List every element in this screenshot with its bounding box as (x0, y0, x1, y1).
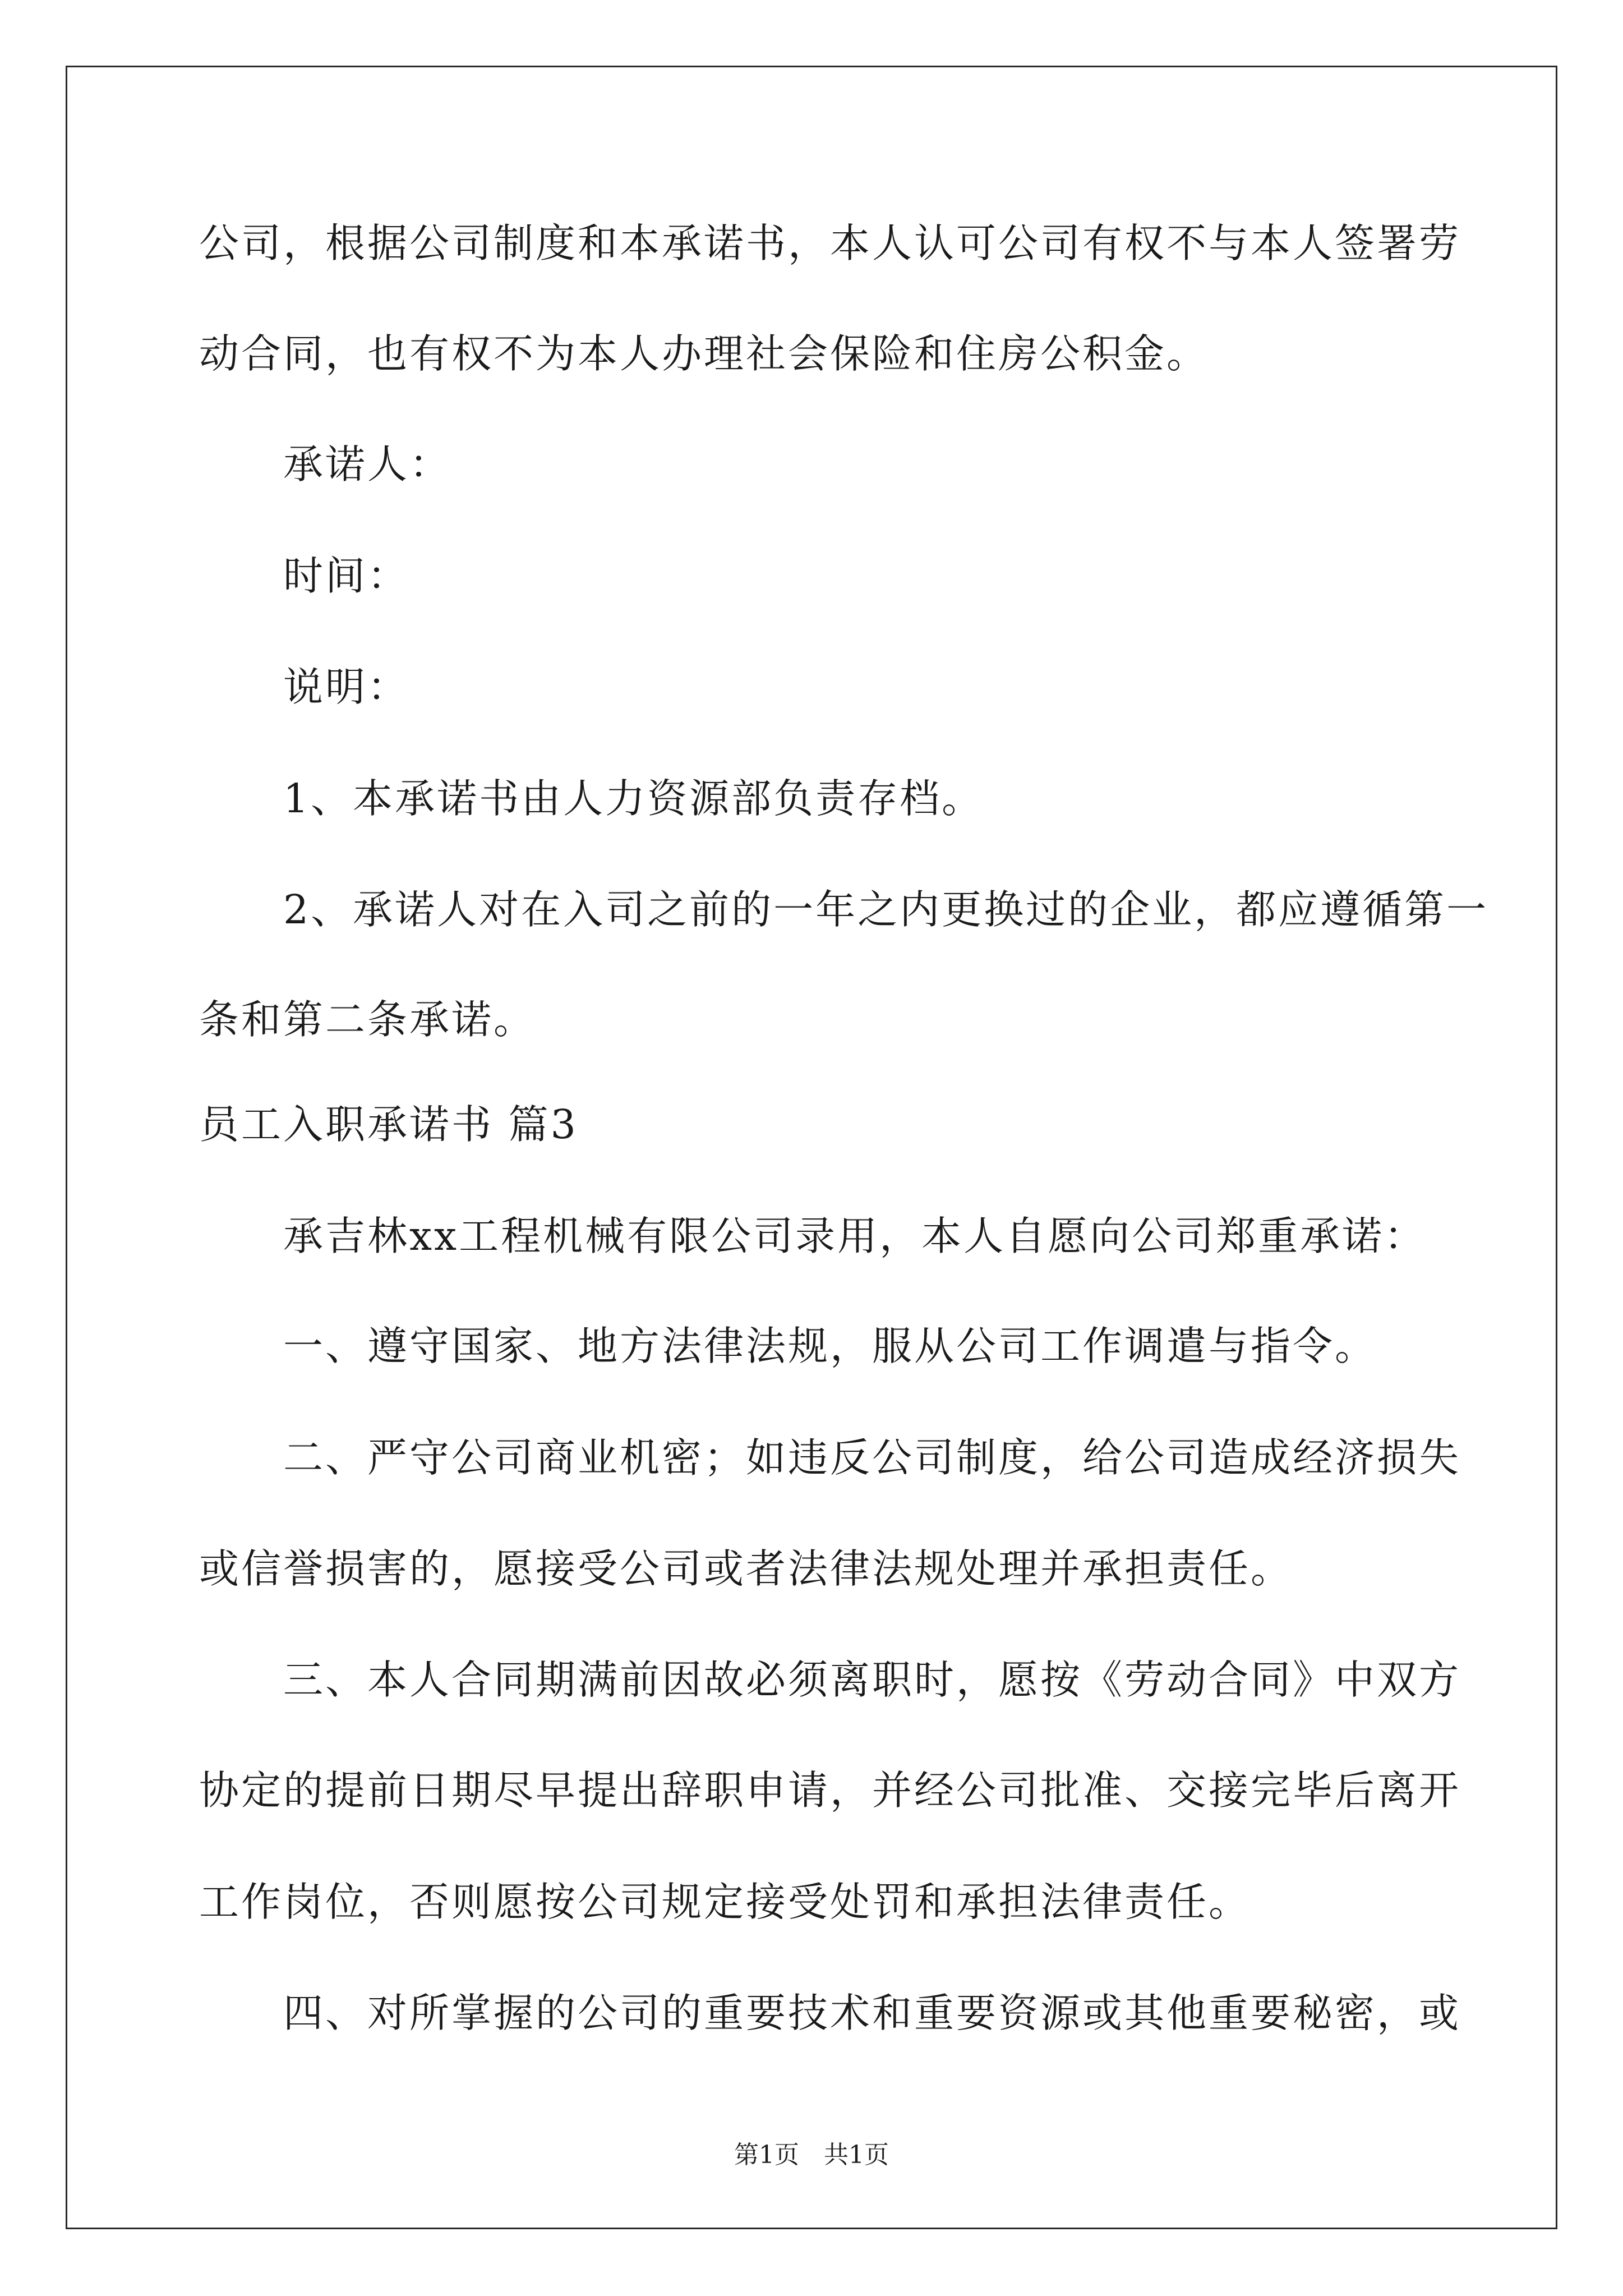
paragraph-line: 协定的提前日期尽早提出辞职申请，并经公司批准、交接完毕后离开 (199, 1767, 1461, 1814)
paragraph-line: 承吉林xx工程机械有限公司录用，本人自愿向公司郑重承诺： (283, 1213, 1427, 1259)
clause-1: 一、遵守国家、地方法律法规，服从公司工作调遣与指令。 (283, 1323, 1377, 1369)
time-label: 时间： (283, 553, 410, 599)
paragraph-line: 条和第二条承诺。 (199, 996, 536, 1043)
clause-3: 三、本人合同期满前因故必须离职时，愿按《劳动合同》中双方 (283, 1657, 1461, 1703)
clause-4: 四、对所掌握的公司的重要技术和重要资源或其他重要秘密，或 (283, 1990, 1461, 2036)
paragraph-line: 公司，根据公司制度和本承诺书，本人认可公司有权不与本人签署劳 (199, 220, 1461, 266)
paragraph-line: 或信誉损害的，愿接受公司或者法律法规处理并承担责任。 (199, 1545, 1293, 1592)
paragraph-line: 动合同，也有权不为本人办理社会保险和住房公积金。 (199, 330, 1209, 377)
section-heading: 员工入职承诺书 篇3 (199, 1101, 578, 1148)
paragraph-line: 工作岗位，否则愿按公司规定接受处罚和承担法律责任。 (199, 1879, 1251, 1925)
signer-label: 承诺人： (283, 441, 452, 487)
notes-label: 说明： (283, 664, 410, 710)
note-item-2: 2、承诺人对在入司之前的一年之内更换过的企业，都应遵循第一 (283, 886, 1489, 933)
clause-2: 二、严守公司商业机密；如违反公司制度，给公司造成经济损失 (283, 1434, 1461, 1481)
document-body (199, 215, 1489, 2041)
note-item-1: 1、本承诺书由人力资源部负责存档。 (283, 775, 984, 822)
page-number: 第1页 共1页 (734, 2141, 889, 2169)
